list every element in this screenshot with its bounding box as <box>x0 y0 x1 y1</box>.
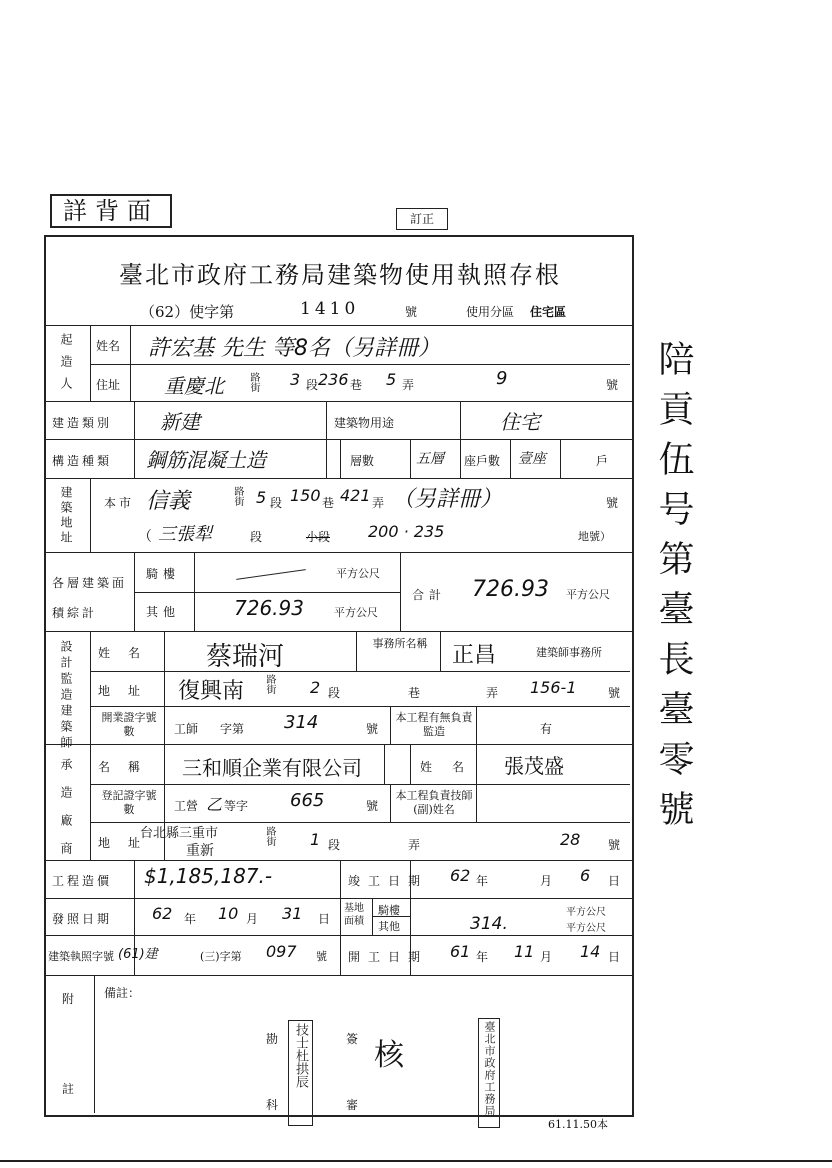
base-other-value: 314. <box>470 914 508 934</box>
designer-office-suffix: 建築師事務所 <box>536 646 602 659</box>
issue-year: 62 <box>152 904 173 923</box>
land-duan-label: 段 <box>250 530 263 544</box>
address-no-label: 號 <box>606 496 619 510</box>
tech-stamp: 技士杜拱辰 <box>288 1020 313 1126</box>
designer-addr-no-label: 號 <box>608 686 621 700</box>
contractor-addr-road-label: 路街 <box>264 826 275 846</box>
contractor-addr-value: 台北縣三重市 <box>140 826 219 841</box>
building-units-value: 壹座 <box>518 451 546 467</box>
permit-ref-value: 097 <box>266 942 297 961</box>
finish-day-label: 日 <box>608 874 621 888</box>
base-other-label: 其他 <box>378 920 400 933</box>
issue-day-label: 日 <box>318 912 331 926</box>
contractor-addr-value2: 重新 <box>186 843 214 859</box>
zone-label: 使用分區 <box>466 305 515 319</box>
designer-cert-value: 314 <box>284 712 319 733</box>
contractor-addr-no-label: 號 <box>608 838 621 852</box>
land-open: （ <box>138 529 152 545</box>
designer-addr-nong-label: 弄 <box>486 686 499 700</box>
address-xiang: 150 <box>290 486 321 505</box>
address-nong: 421 <box>340 486 371 505</box>
contractor-name-value: 三和順企業有限公司 <box>182 756 362 780</box>
form-tag: 詳背面 <box>50 194 172 228</box>
permit-number: 1410 <box>300 299 360 319</box>
designer-name-value: 蔡瑞河 <box>206 642 285 672</box>
land-no-label: 地號） <box>578 530 611 543</box>
designer-cert-mid: 字第 <box>220 722 245 736</box>
designer-section-label: 設計監造建築師 <box>59 640 73 752</box>
building-struct-value: 鋼筋混凝土造 <box>146 448 266 472</box>
initiator-addr-no: 9 <box>496 368 508 389</box>
area-arcade-label: 騎樓 <box>146 567 181 581</box>
correction-stamp: 訂正 <box>396 208 448 230</box>
start-day: 14 <box>580 942 601 961</box>
designer-addr-road: 復興南 <box>178 679 245 704</box>
contractor-reg-class: 乙 <box>206 795 223 814</box>
official-seal: 臺北市政府工務局 <box>478 1018 500 1128</box>
label-jian: 簽 <box>346 1032 359 1046</box>
start-label: 開工日期 <box>348 950 429 964</box>
area-other-label: 其他 <box>146 605 181 619</box>
designer-addr-duan-label: 段 <box>328 686 341 700</box>
designer-addr-label: 地址 <box>98 684 159 698</box>
area-total-label: 合計 <box>412 588 447 602</box>
finish-day: 6 <box>580 866 591 885</box>
designer-name-label: 姓名 <box>98 646 159 660</box>
initiator-addr-duan: 3 <box>290 370 301 389</box>
contractor-tech-label: 本工程負責技師(副)姓名 <box>395 789 473 816</box>
contractor-reg-mid: 等字 <box>224 799 249 813</box>
permit-ref-prefix: (61)建 <box>118 947 158 962</box>
base-unit-other: 平方公尺 <box>566 923 606 934</box>
start-year: 61 <box>450 942 471 961</box>
permit-ref-label: 建築執照字號 <box>48 950 114 963</box>
contractor-reg-value: 665 <box>290 790 325 811</box>
designer-office-label: 事務所名稱 <box>372 637 428 650</box>
zone-value: 住宅區 <box>530 305 567 319</box>
notes-section-bottom: 註 <box>62 1082 75 1096</box>
initiator-name-value: 許宏基 先生 等8名（另詳冊） <box>148 336 440 361</box>
building-use-label: 建築物用途 <box>334 416 395 430</box>
address-extra: （另詳冊） <box>392 487 503 512</box>
start-year-label: 年 <box>476 950 489 964</box>
form-footer: 61.11.50本 <box>548 1118 608 1131</box>
label-kan: 勘 <box>266 1032 279 1046</box>
address-city: 本市 <box>104 496 135 510</box>
building-struct-label: 構造種類 <box>52 454 113 468</box>
area-other-value: 726.93 <box>234 596 304 620</box>
cost-value: $1,185,187.- <box>144 864 273 888</box>
permit-prefix: （62）使字第 <box>140 303 235 321</box>
contractor-reg-prefix: 工營 <box>174 799 199 813</box>
designer-addr-no: 156-1 <box>530 678 577 697</box>
initiator-addr-xiang-label: 巷 <box>350 378 363 392</box>
contractor-addr-nong-label: 弄 <box>408 838 421 852</box>
designer-addr-duan: 2 <box>310 678 321 697</box>
address-section-label: 建築地址 <box>59 486 73 546</box>
notes-section-top: 附 <box>62 992 75 1006</box>
finish-month-label: 月 <box>540 874 553 888</box>
clerk-stamp: 核 <box>374 1038 404 1073</box>
initiator-addr-road: 重慶北 <box>164 374 224 398</box>
building-type-label: 建造類別 <box>52 416 113 430</box>
base-arcade-label: 騎樓 <box>378 904 400 917</box>
land-sub-label: 小段 <box>306 530 331 544</box>
area-section-label: 各層建築面積綜計 <box>52 576 128 620</box>
address-xiang-label: 巷 <box>322 496 335 510</box>
contractor-reg-suffix: 號 <box>366 799 379 813</box>
issue-day: 31 <box>282 904 303 923</box>
designer-sup-label: 本工程有無負責監造 <box>395 711 473 738</box>
initiator-addr-nong: 5 <box>386 370 397 389</box>
permit-suffix: 號 <box>405 305 418 319</box>
address-road-label: 路街 <box>232 486 243 506</box>
issue-month: 10 <box>218 904 239 923</box>
contractor-addr-label: 地址 <box>98 836 159 850</box>
contractor-person-label: 姓名 <box>420 760 485 774</box>
contractor-person-value: 張茂盛 <box>504 754 564 778</box>
designer-cert-label: 開業證字號數 <box>101 711 157 738</box>
contractor-name-label: 名稱 <box>98 760 159 774</box>
start-month-label: 月 <box>540 950 553 964</box>
designer-office-value: 正昌 <box>452 643 497 668</box>
building-floors-value: 五層 <box>416 451 444 467</box>
finish-year: 62 <box>450 866 471 885</box>
base-label: 基地面積 <box>344 903 364 927</box>
issue-label: 發照日期 <box>52 912 113 926</box>
initiator-addr-road-label: 路街 <box>248 372 259 392</box>
contractor-addr-duan: 1 <box>310 830 321 849</box>
initiator-addr-duan-label: 段 <box>306 378 319 392</box>
area-total-value: 726.93 <box>472 577 549 602</box>
cost-label: 工程造價 <box>52 874 113 888</box>
permit-ref-suffix: 號 <box>316 950 327 963</box>
designer-addr-road-label: 路街 <box>264 674 275 694</box>
land-no: 200 · 235 <box>368 522 445 541</box>
area-arcade-unit: 平方公尺 <box>336 567 380 580</box>
issue-year-label: 年 <box>184 912 197 926</box>
base-unit-arcade: 平方公尺 <box>566 907 606 918</box>
start-month: 11 <box>514 942 535 961</box>
permit-ref-mid: (三)字第 <box>200 950 242 963</box>
initiator-name-label: 姓名 <box>96 339 121 353</box>
contractor-addr-duan-label: 段 <box>328 838 341 852</box>
issue-month-label: 月 <box>246 912 259 926</box>
address-duan-label: 段 <box>270 496 283 510</box>
finish-year-label: 年 <box>476 874 489 888</box>
designer-addr-xiang-label: 巷 <box>408 686 421 700</box>
area-total-unit: 平方公尺 <box>566 588 610 601</box>
address-duan: 5 <box>256 488 267 507</box>
building-use-value: 住宅 <box>500 410 540 434</box>
building-units-extra: 戶 <box>596 454 609 468</box>
address-road: 信義 <box>146 489 191 514</box>
form-title: 臺北市政府工務局建築物使用執照存根 <box>119 261 561 289</box>
designer-cert-suffix: 號 <box>366 722 379 736</box>
building-type-value: 新建 <box>160 410 200 434</box>
building-units-label: 座戶數 <box>464 454 501 468</box>
scan-edge <box>0 1160 832 1162</box>
start-day-label: 日 <box>608 950 621 964</box>
address-nong-label: 弄 <box>372 496 385 510</box>
label-ke: 科 <box>266 1098 279 1112</box>
initiator-addr-no-label: 號 <box>606 378 619 392</box>
initiator-addr-xiang: 236 <box>318 370 349 389</box>
building-floors-label: 層數 <box>350 454 375 468</box>
contractor-addr-no: 28 <box>560 830 581 849</box>
designer-sup-value: 有 <box>540 722 553 736</box>
designer-cert-prefix: 工師 <box>174 722 199 736</box>
initiator-addr-nong-label: 弄 <box>402 378 415 392</box>
side-margin-text: 陪貢伍号第臺長臺零號 <box>653 340 694 840</box>
land-area: 三張犁 <box>158 524 212 545</box>
area-other-unit: 平方公尺 <box>334 606 378 619</box>
initiator-addr-label: 住址 <box>96 378 121 392</box>
notes-label: 備註： <box>104 986 141 1000</box>
contractor-section-label: 承造廠商 <box>59 758 73 870</box>
finish-label: 竣工日期 <box>348 874 429 888</box>
initiator-section-label: 起造人 <box>59 333 73 399</box>
contractor-reg-label: 登記證字號數 <box>101 789 157 816</box>
label-shen: 審 <box>346 1098 359 1112</box>
